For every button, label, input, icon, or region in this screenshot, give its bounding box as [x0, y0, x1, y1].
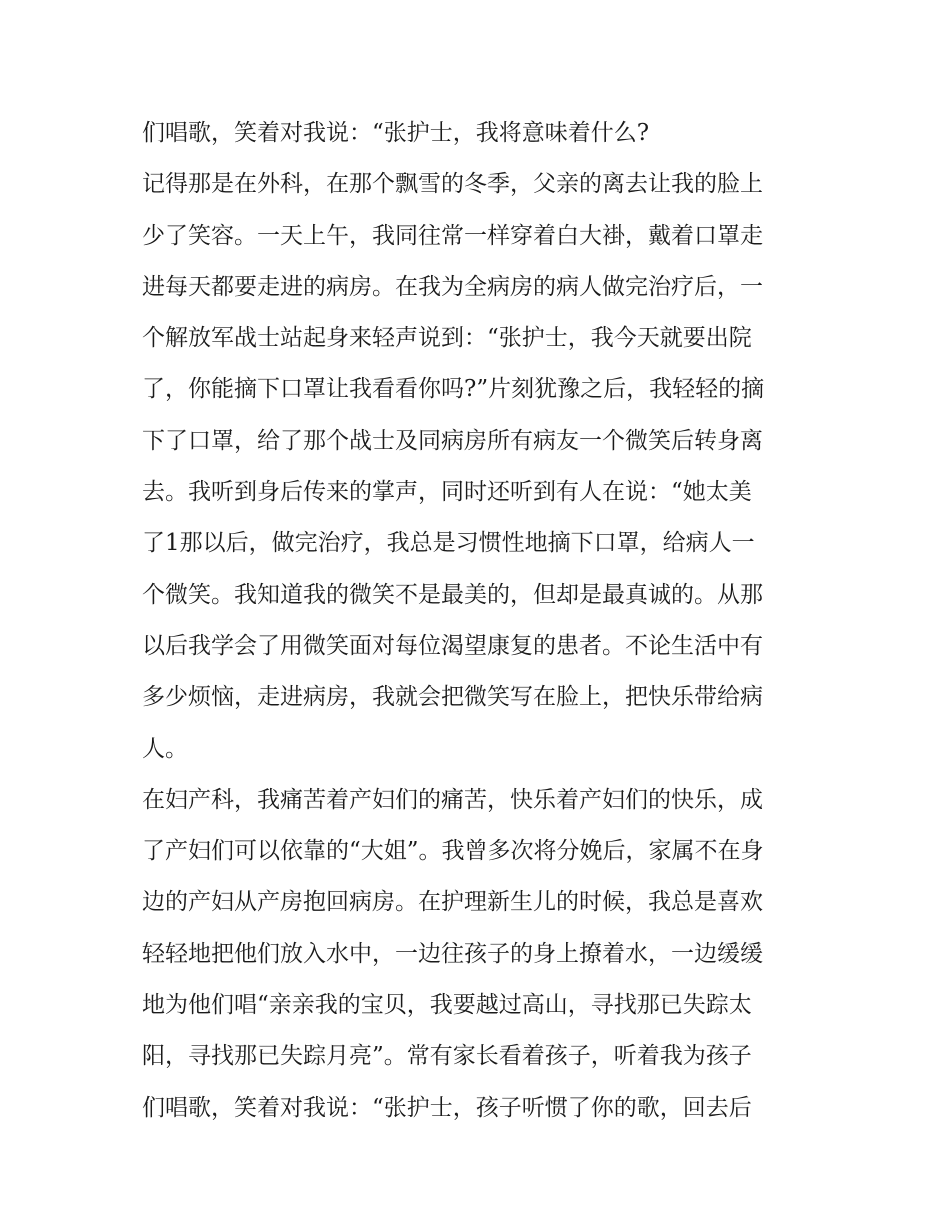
text-line: 记得那是在外科，在那个飘雪的冬季，父亲的离去让我的脸上: [142, 171, 763, 198]
text-line: 了产妇们可以依靠的“大姐”。我曾多次将分娩后，家属不在身: [142, 838, 764, 865]
text-line: 了1那以后，做完治疗，我总是习惯性地摘下口罩，给病人一: [142, 530, 755, 557]
text-line: 少了笑容。一天上午，我同往常一样穿着白大褂，戴着口罩走: [142, 222, 763, 249]
body-text: [142, 108, 822, 1134]
text-line: 地为他们唱“亲亲我的宝贝，我要越过高山，寻找那已失踪太: [142, 992, 752, 1019]
text-line: 阳，寻找那已失踪月亮”。常有家长看着孩子，听着我为孩子: [142, 1043, 752, 1070]
text-line: 个解放军战士站起身来轻声说到：“张护士，我今天就要出院: [142, 325, 752, 352]
text-line: 边的产妇从产房抱回病房。在护理新生儿的时候，我总是喜欢: [142, 889, 763, 916]
text-line: 了，你能摘下口罩让我看看你吗?”片刻犹豫之后，我轻轻的摘: [142, 376, 765, 403]
text-line: 多少烦恼，走进病房，我就会把微笑写在脸上，把快乐带给病: [142, 684, 763, 711]
text-line: 下了口罩，给了那个战士及同病房所有病友一个微笑后转身离: [142, 427, 763, 454]
text-line: 人。: [142, 735, 188, 762]
text-line: 以后我学会了用微笑面对每位渴望康复的患者。不论生活中有: [142, 632, 763, 659]
text-line: 个微笑。我知道我的微笑不是最美的，但却是最真诚的。从那: [142, 581, 763, 608]
text-line: 去。我听到身后传来的掌声，同时还听到有人在说：“她太美: [142, 479, 752, 506]
text-line: 轻轻地把他们放入水中，一边往孩子的身上撩着水，一边缓缓: [142, 940, 763, 967]
text-line: 进每天都要走进的病房。在我为全病房的病人做完治疗后，一: [142, 273, 763, 300]
text-line: 们唱歌，笑着对我说：“张护士，我将意味着什么?: [142, 120, 650, 146]
text-line: 在妇产科，我痛苦着产妇们的痛苦，快乐着产妇们的快乐，成: [142, 786, 763, 813]
text-line: 们唱歌，笑着对我说：“张护士，孩子听惯了你的歌，回去后: [142, 1094, 752, 1121]
